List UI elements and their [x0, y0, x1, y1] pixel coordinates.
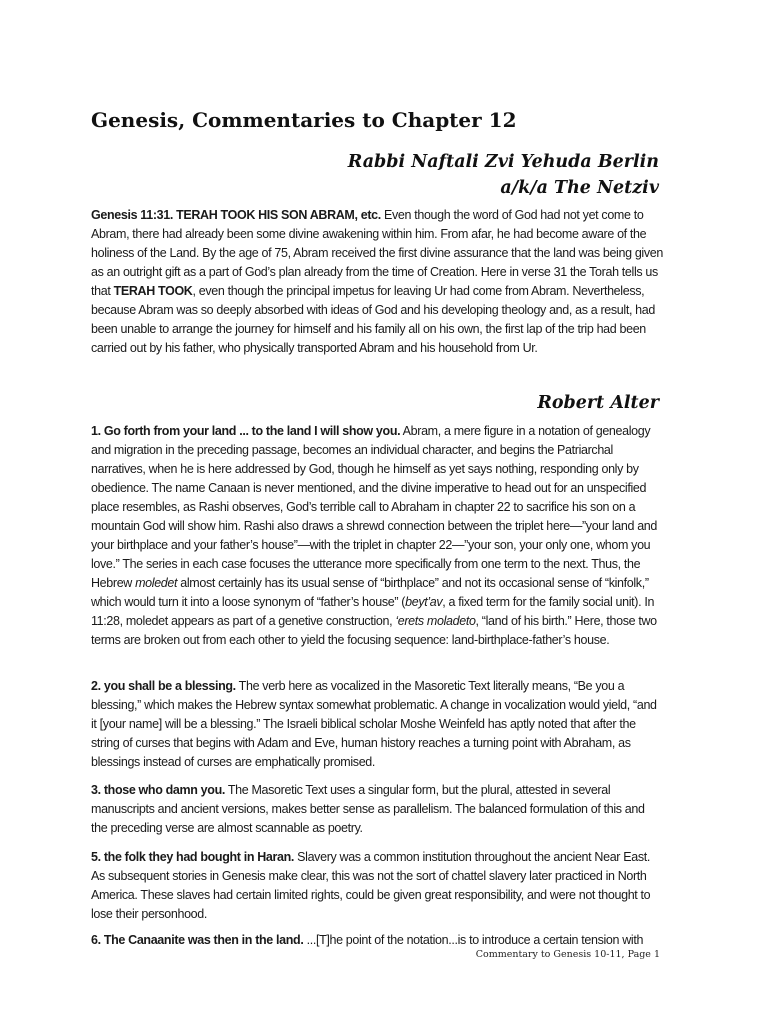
note-1-text-4: , “land of his birth.” Here, those two terms are broken out from each other to yield the focusing sequence: land-birthplace-father’s house. — [91, 614, 657, 647]
note-1-text-1: Abram, a mere figure in a notation of genealogy and migration in the preceding passage, becomes an individual character, and begins the Patriarchal narratives, when he is here addressed by God, though he himself as yet says nothing, responding only by obedience. The name Canaan is never mentioned, and the divine imperative to head out for an unspecified place resembles, as Rashi observes, God’s terrible call to Abraham in chapter 22 to sacrifice his son on a mountain God will show him. Rashi also draws a shrewd connection between the triplet here—”your land and your birthplace and your father’s house”—with the triplet in chapter 22—”your son, your only one, whom you love.” The series in each case focuses the utterance more specifically from one term to the next. Thus, the Hebrew — [91, 424, 657, 590]
author-berlin-alias: a/k/a The Netziv — [500, 178, 659, 198]
netziv-lemma: Genesis 11:31. TERAH TOOK HIS SON ABRAM, etc. — [91, 208, 381, 222]
alter-note-3 — [91, 781, 663, 838]
note-1-italic-3: ‘erets moladeto — [395, 614, 476, 628]
page-footer: Commentary to Genesis 10-11, Page 1 — [475, 949, 660, 960]
note-1-italic-1: moledet — [135, 576, 178, 590]
alter-note-1 — [91, 422, 663, 650]
netziv-emphasis: TERAH TOOK — [113, 284, 193, 298]
note-2-text: The verb here as vocalized in the Masoretic Text literally means, “Be you a blessing,” which makes the Hebrew syntax somewhat problematic. A change in vocalization would yield, “and it [your name] will be a blessing.” The Israeli biblical scholar Moshe Weinfeld has aptly noted that after the string of curses that begins with Adam and Eve, human history reaches a turning point with Abraham, as blessings instead of curses are emphatically promised. — [91, 679, 657, 769]
note-1-italic-2: beyt’av — [405, 595, 443, 609]
note-3-lemma: 3. those who damn you. — [91, 783, 225, 797]
page-title: Genesis, Commentaries to Chapter 12 — [91, 108, 517, 132]
note-5-text: Slavery was a common institution throughout the ancient Near East. As subsequent stories in Genesis make clear, this was not the sort of chattel slavery later practiced in North America. These slaves had certain limited rights, could be given great responsibility, and were not thought to lose their personhood. — [91, 850, 651, 921]
note-5-lemma: 5. the folk they had bought in Haran. — [91, 850, 295, 864]
alter-note-2 — [91, 677, 663, 772]
author-berlin-name: Rabbi Naftali Zvi Yehuda Berlin — [347, 152, 659, 172]
note-3-text: The Masoretic Text uses a singular form, but the plural, attested in several manuscripts and ancient versions, makes better sense as parallelism. The balanced formulation of this and the preceding verse are almost scannable as poetry. — [91, 783, 645, 835]
note-1-text-3: , a fixed term for the family social unit). In 11:28, moledet appears as part of a genetive construction, — [91, 595, 655, 628]
note-1-lemma: 1. Go forth from your land ... to the land I will show you. — [91, 424, 401, 438]
note-2-lemma: 2. you shall be a blessing. — [91, 679, 236, 693]
netziv-text-1: Even though the word of God had not yet come to Abram, there had already been some divine awakening within him. From afar, he had become aware of the holiness of the Land. By the age of 75, Abram received the first divine assurance that the land was being given as an outright gift as a part of God’s plan already from the time of Creation. Here in verse 31 the Torah tells us that — [91, 208, 663, 298]
author-alter-name: Robert Alter — [537, 393, 659, 413]
netziv-commentary — [91, 206, 663, 358]
note-6-text: ...[T]he point of the notation...is to introduce a certain tension with — [303, 933, 644, 947]
note-1-text-2: almost certainly has its usual sense of “birthplace” and not its occasional sense of “kinfolk,” which would turn it into a loose synonym of “father’s house” ( — [91, 576, 649, 609]
alter-note-6 — [91, 931, 663, 950]
netziv-text-2: , even though the principal impetus for leaving Ur had come from Abram. Nevertheless, because Abram was so deeply absorbed with ideas of God and his developing theology and, as a result, had been unable to arrange the journey for himself and his family all on his own, the first lap of the trip had been carried out by his father, who physically transported Abram and his household from Ur. — [91, 284, 655, 355]
note-6-lemma: 6. The Canaanite was then in the land. — [91, 933, 304, 947]
alter-note-5 — [91, 848, 663, 924]
